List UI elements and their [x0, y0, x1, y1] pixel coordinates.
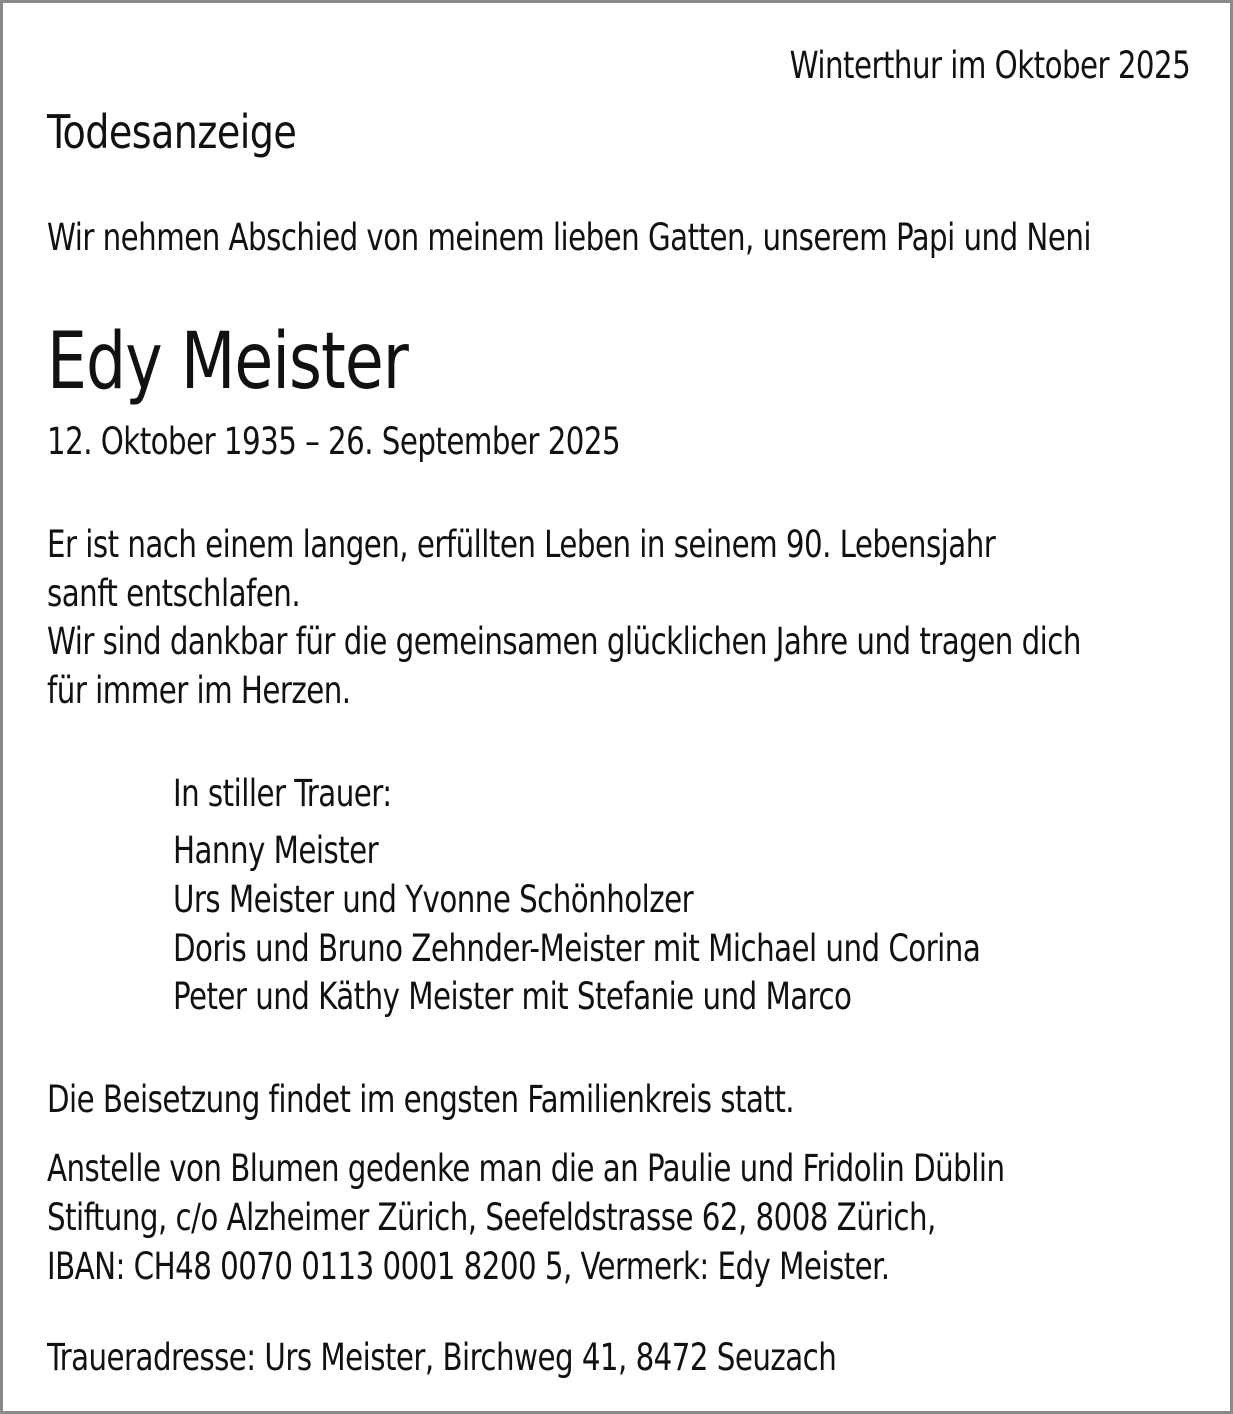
mourners-label: In stiller Trauer: — [173, 772, 392, 815]
donation-line: Anstelle von Blumen gedenke man die an Paulie und Fridolin Düblin — [47, 1147, 1005, 1190]
message-line: Wir sind dankbar für die gemeinsamen glücklichen Jahre und tragen dich — [47, 620, 1081, 663]
donation-line: IBAN: CH48 0070 0113 0001 8200 5, Vermerk: Edy Meister. — [47, 1245, 890, 1288]
life-dates: 12. Oktober 1935 – 26. September 2025 — [47, 420, 621, 463]
donation-line: Stiftung, c/o Alzheimer Zürich, Seefeldstrasse 62, 8008 Zürich, — [47, 1196, 936, 1239]
funeral-note: Die Beisetzung findet im engsten Familienkreis statt. — [47, 1078, 795, 1121]
mourner-name: Peter und Käthy Meister mit Stefanie und Marco — [173, 975, 852, 1018]
place-date: Winterthur im Oktober 2025 — [789, 44, 1190, 87]
intro-text: Wir nehmen Abschied von meinem lieben Gatten, unserem Papi und Neni — [47, 216, 1091, 259]
mourner-name: Hanny Meister — [173, 829, 379, 872]
mourner-name: Doris und Bruno Zehnder-Meister mit Michael und Corina — [173, 927, 981, 970]
message-line: sanft entschlafen. — [47, 572, 301, 615]
mourner-name: Urs Meister und Yvonne Schönholzer — [173, 878, 694, 921]
deceased-name: Edy Meister — [47, 317, 408, 407]
mourning-address: Traueradresse: Urs Meister, Birchweg 41, 8472 Seuzach — [47, 1336, 837, 1379]
message-line: für immer im Herzen. — [47, 669, 351, 712]
message-line: Er ist nach einem langen, erfüllten Leben in seinem 90. Lebensjahr — [47, 523, 996, 566]
notice-title: Todesanzeige — [47, 105, 297, 159]
